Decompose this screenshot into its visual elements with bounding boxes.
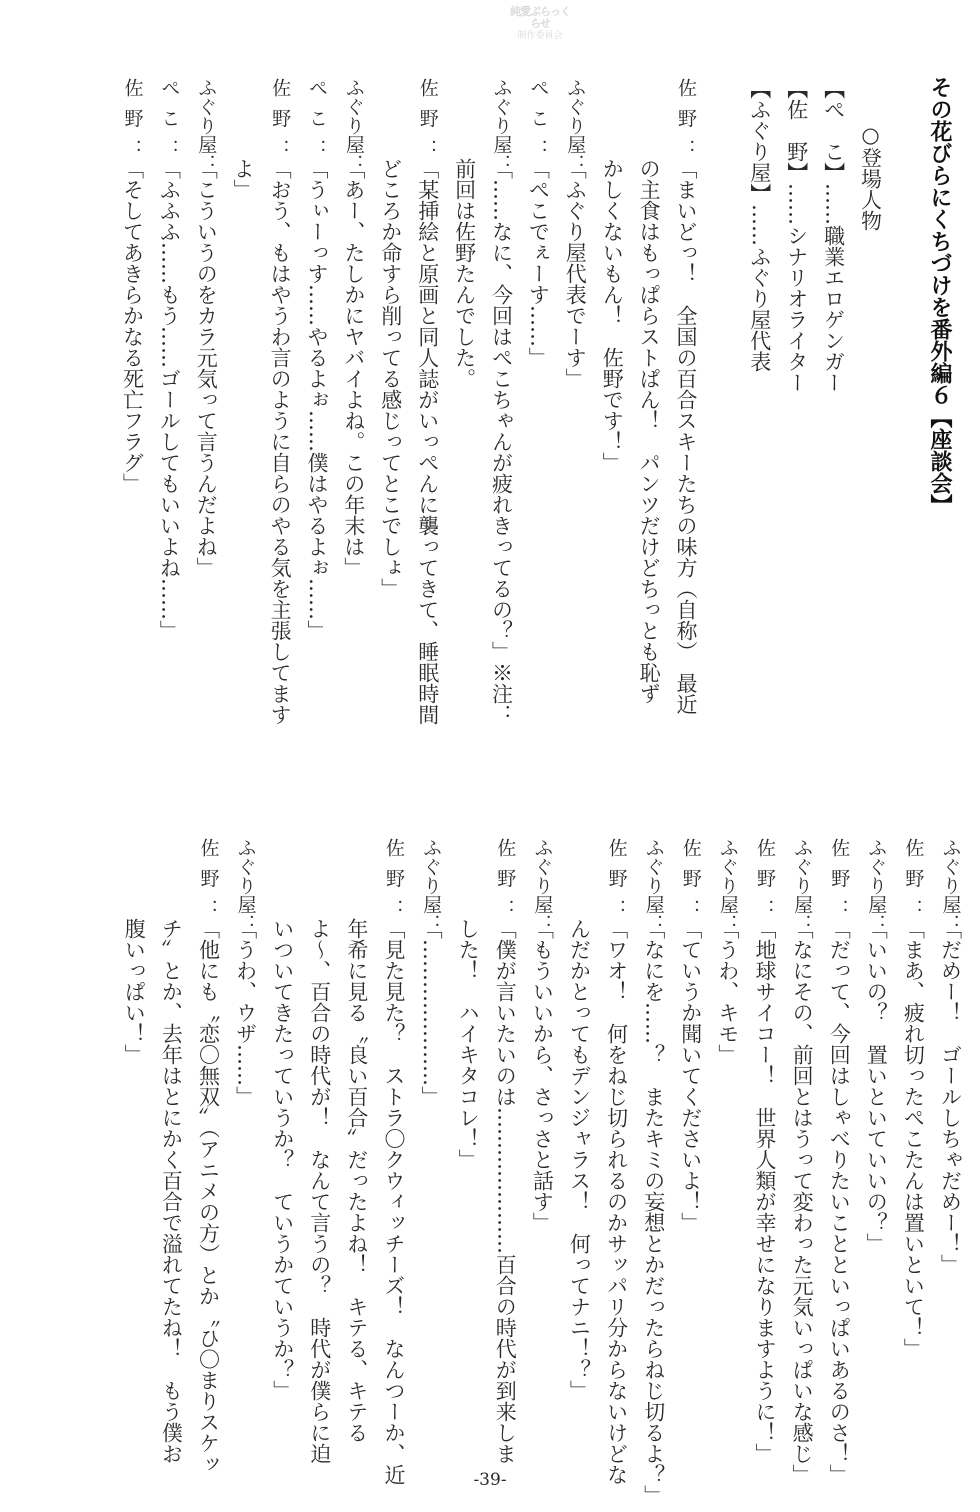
speaker-label: ふぐり屋：: [642, 838, 665, 933]
speaker-label: ふぐり屋：: [234, 838, 257, 933]
line-text: 「某挿絵と原画と同人誌がいっぺんに襲ってきて、睡眠時間: [415, 158, 440, 725]
dialogue-line: [157, 78, 182, 641]
cast-list-item: [749, 78, 770, 372]
speaker-label: ふぐり屋：: [865, 838, 888, 933]
line-text: した！ ハイキタコレ！」: [456, 918, 481, 1170]
line-text: 年希に見る〝良い百合〟だったよね！ キテる、キテる: [344, 918, 369, 1443]
line-text: 「もういいから、さっさと話す」: [530, 918, 555, 1233]
line-text: いついてきたっていうか？ ていうかていうか？」: [270, 918, 295, 1401]
line-text: 「ていうか聞いてくださいよ！」: [678, 918, 703, 1233]
speaker-label: 佐野：: [902, 838, 925, 918]
line-text: 「まいどっ！ 全国の百合スキーたちの味方（自称） 最近: [674, 158, 698, 715]
line-text: 【ふぐり屋】……ふぐり屋代表: [747, 78, 772, 372]
speaker-label: 佐野：: [675, 78, 697, 158]
dialogue-line: [419, 838, 444, 1107]
line-text: 腹いっぱい！」: [122, 918, 147, 1065]
speaker-label: ふぐり屋：: [791, 838, 814, 933]
dialogue-continuation: [637, 78, 662, 704]
dialogue-line: [343, 78, 364, 578]
line-text: 「そしてあきらかなる死亡フラグ」: [120, 158, 145, 494]
cast-list-item: [786, 78, 807, 393]
dialogue-continuation: [569, 838, 590, 1401]
dialogue-continuation: [454, 78, 475, 389]
line-text: 「いいの？ 置いといていいの？」: [864, 918, 889, 1254]
line-text: 「ワオ！ 何をねじ切られるのかサッパリ分からないけどな: [604, 918, 629, 1485]
dialogue-line: [901, 838, 926, 1359]
speaker-label: 佐野：: [494, 838, 517, 918]
speaker-label: 佐野：: [828, 838, 851, 918]
dialogue-continuation: [231, 78, 256, 200]
dialogue-line: [606, 838, 627, 1485]
cast-list-item: [860, 123, 881, 231]
dialogue-line: [643, 838, 664, 1506]
speaker-label: 佐野：: [197, 838, 220, 918]
speaker-label: ふぐり屋：: [195, 78, 218, 173]
dialogue-line: [563, 78, 588, 389]
line-text: 「あー、たしかにヤバイよね。この年末は」: [341, 158, 366, 578]
dialogue-continuation: [159, 838, 184, 1464]
dialogue-continuation: [456, 838, 481, 1170]
line-text: 「他にも〝恋〇無双〟（アニメの方）とか〝ひ〇まりスケッ: [196, 918, 221, 1475]
line-text: 「なにを……？ またキミの妄想とかだったらねじ切るよ？」: [641, 918, 666, 1506]
dialogue-line: [754, 838, 775, 1464]
dialogue-continuation: [122, 838, 147, 1065]
speaker-label: ふぐり屋：: [564, 78, 587, 173]
line-text: 「おう、もはやうわ言のように自らのやる気を主張してます: [268, 158, 293, 725]
dialogue-line: [194, 78, 219, 578]
speaker-label: ぺこ：: [527, 78, 550, 158]
dialogue-line: [526, 78, 551, 368]
speaker-label: 佐野：: [269, 78, 292, 158]
dialogue-continuation: [346, 838, 367, 1443]
line-text: 【佐 野】……シナリオライター: [784, 78, 809, 393]
line-text: 「ぺこでぇーす……」: [526, 158, 551, 368]
speaker-label: ふぐり屋：: [342, 78, 365, 173]
line-text: 「…………………」: [419, 918, 444, 1107]
speaker-label: 佐野：: [121, 78, 144, 158]
dialogue-line: [491, 78, 512, 725]
dialogue-line: [680, 838, 701, 1233]
speaker-label: 佐野：: [383, 838, 405, 918]
speaker-label: ふぐり屋：: [420, 838, 443, 933]
speaker-label: ふぐり屋：: [716, 838, 739, 933]
page-number: -39-: [473, 1470, 507, 1490]
speaker-label: ぺこ：: [158, 78, 181, 158]
dialogue-continuation: [309, 838, 330, 1464]
line-text: チ〟とか、去年はとにかく百合で溢れてたね！ もう僕お: [159, 918, 184, 1464]
dialogue-continuation: [600, 78, 625, 473]
line-text: 「うわ、ウザ……」: [233, 918, 258, 1107]
speaker-label: 佐野：: [754, 838, 776, 918]
line-text: よ」: [231, 158, 256, 200]
line-text: かしくないもん！ 佐野です！」: [600, 158, 625, 473]
dialogue-line: [383, 838, 404, 1485]
line-text: 「見た見た？ ストラ〇クウィッチーズ！ なんつーか、近: [382, 918, 406, 1485]
line-text: の主食はもっぱらストぱん！ パンツだけどちっとも恥ず: [637, 158, 662, 704]
dialogue-line: [235, 838, 256, 1107]
dialogue-continuation: [272, 838, 293, 1401]
line-text: 前回は佐野たんでした。: [452, 158, 477, 389]
header-logo: [508, 5, 572, 41]
dialogue-line: [198, 838, 219, 1475]
line-text: 【ぺ こ】……職業エロゲンガー: [821, 78, 846, 393]
speaker-label: ふぐり屋：: [939, 838, 962, 933]
cast-list-item: [823, 78, 844, 393]
dialogue-line: [122, 78, 143, 494]
line-text: ○登場人物: [858, 123, 883, 231]
line-text: 「地球サイコー！ 世界人類が幸せになりますように！」: [753, 918, 777, 1464]
line-text: 「うぃーっす……やるよぉ……僕はやるよぉ……」: [305, 158, 329, 641]
dialogue-line: [675, 78, 696, 715]
line-text: よ～、百合の時代が！ なんて言うの？ 時代が僕らに迫: [307, 918, 332, 1464]
line-text: 「……なに、今回はぺこちゃんが疲れきってるの？」※注：: [489, 158, 514, 725]
speaker-label: 佐野：: [605, 838, 628, 918]
dialogue-line: [530, 838, 555, 1233]
logo-text: 純愛ぶらっくらせ: [510, 5, 570, 30]
article-title: その花びらにくちづけを番外編６【座談会】: [927, 76, 953, 516]
dialogue-line: [864, 838, 889, 1254]
speaker-label: 佐野：: [416, 78, 439, 158]
line-text: んだかとってもデンジャラス！ 何ってナニ！？」: [567, 918, 592, 1401]
speaker-label: ふぐり屋：: [531, 838, 554, 933]
line-text: 「だめー！ ゴールしちゃだめー！」: [938, 918, 963, 1275]
line-text: 「まあ、疲れ切ったぺこたんは置いといて！」: [901, 918, 926, 1359]
dialogue-line: [790, 838, 815, 1485]
speaker-label: ぺこ：: [306, 78, 328, 158]
line-text: 「ふぐり屋代表でーす」: [563, 158, 588, 389]
dialogue-line: [417, 78, 438, 725]
line-text: 「なにその、前回とはうって変わった元気いっぱいな感じ」: [790, 918, 815, 1485]
dialogue-line: [717, 838, 738, 1065]
line-text: 「僕が言いたいのは…………………百合の時代が到来しま: [493, 918, 518, 1464]
line-text: 「こういうのをカラ元気って言うんだよね」: [194, 158, 219, 578]
dialogue-line: [306, 78, 327, 641]
line-text: どころか命すら削ってる感じってとこでしょ」: [378, 158, 403, 599]
dialogue-line: [493, 838, 518, 1464]
dialogue-line: [940, 838, 961, 1275]
speaker-label: ふぐり屋：: [490, 78, 513, 173]
line-text: 「だって、今回はしゃべりたいことといっぱいあるのさ！」: [827, 918, 852, 1485]
dialogue-line: [827, 838, 852, 1485]
logo-subtext: 制作委員会: [517, 31, 563, 41]
speaker-label: 佐野：: [679, 838, 702, 918]
line-text: 「うわ、キモ」: [715, 918, 740, 1065]
dialogue-continuation: [380, 78, 401, 599]
dialogue-line: [268, 78, 293, 725]
line-text: 「ふふふ……もう……ゴールしてもいいよね……」: [157, 158, 182, 641]
